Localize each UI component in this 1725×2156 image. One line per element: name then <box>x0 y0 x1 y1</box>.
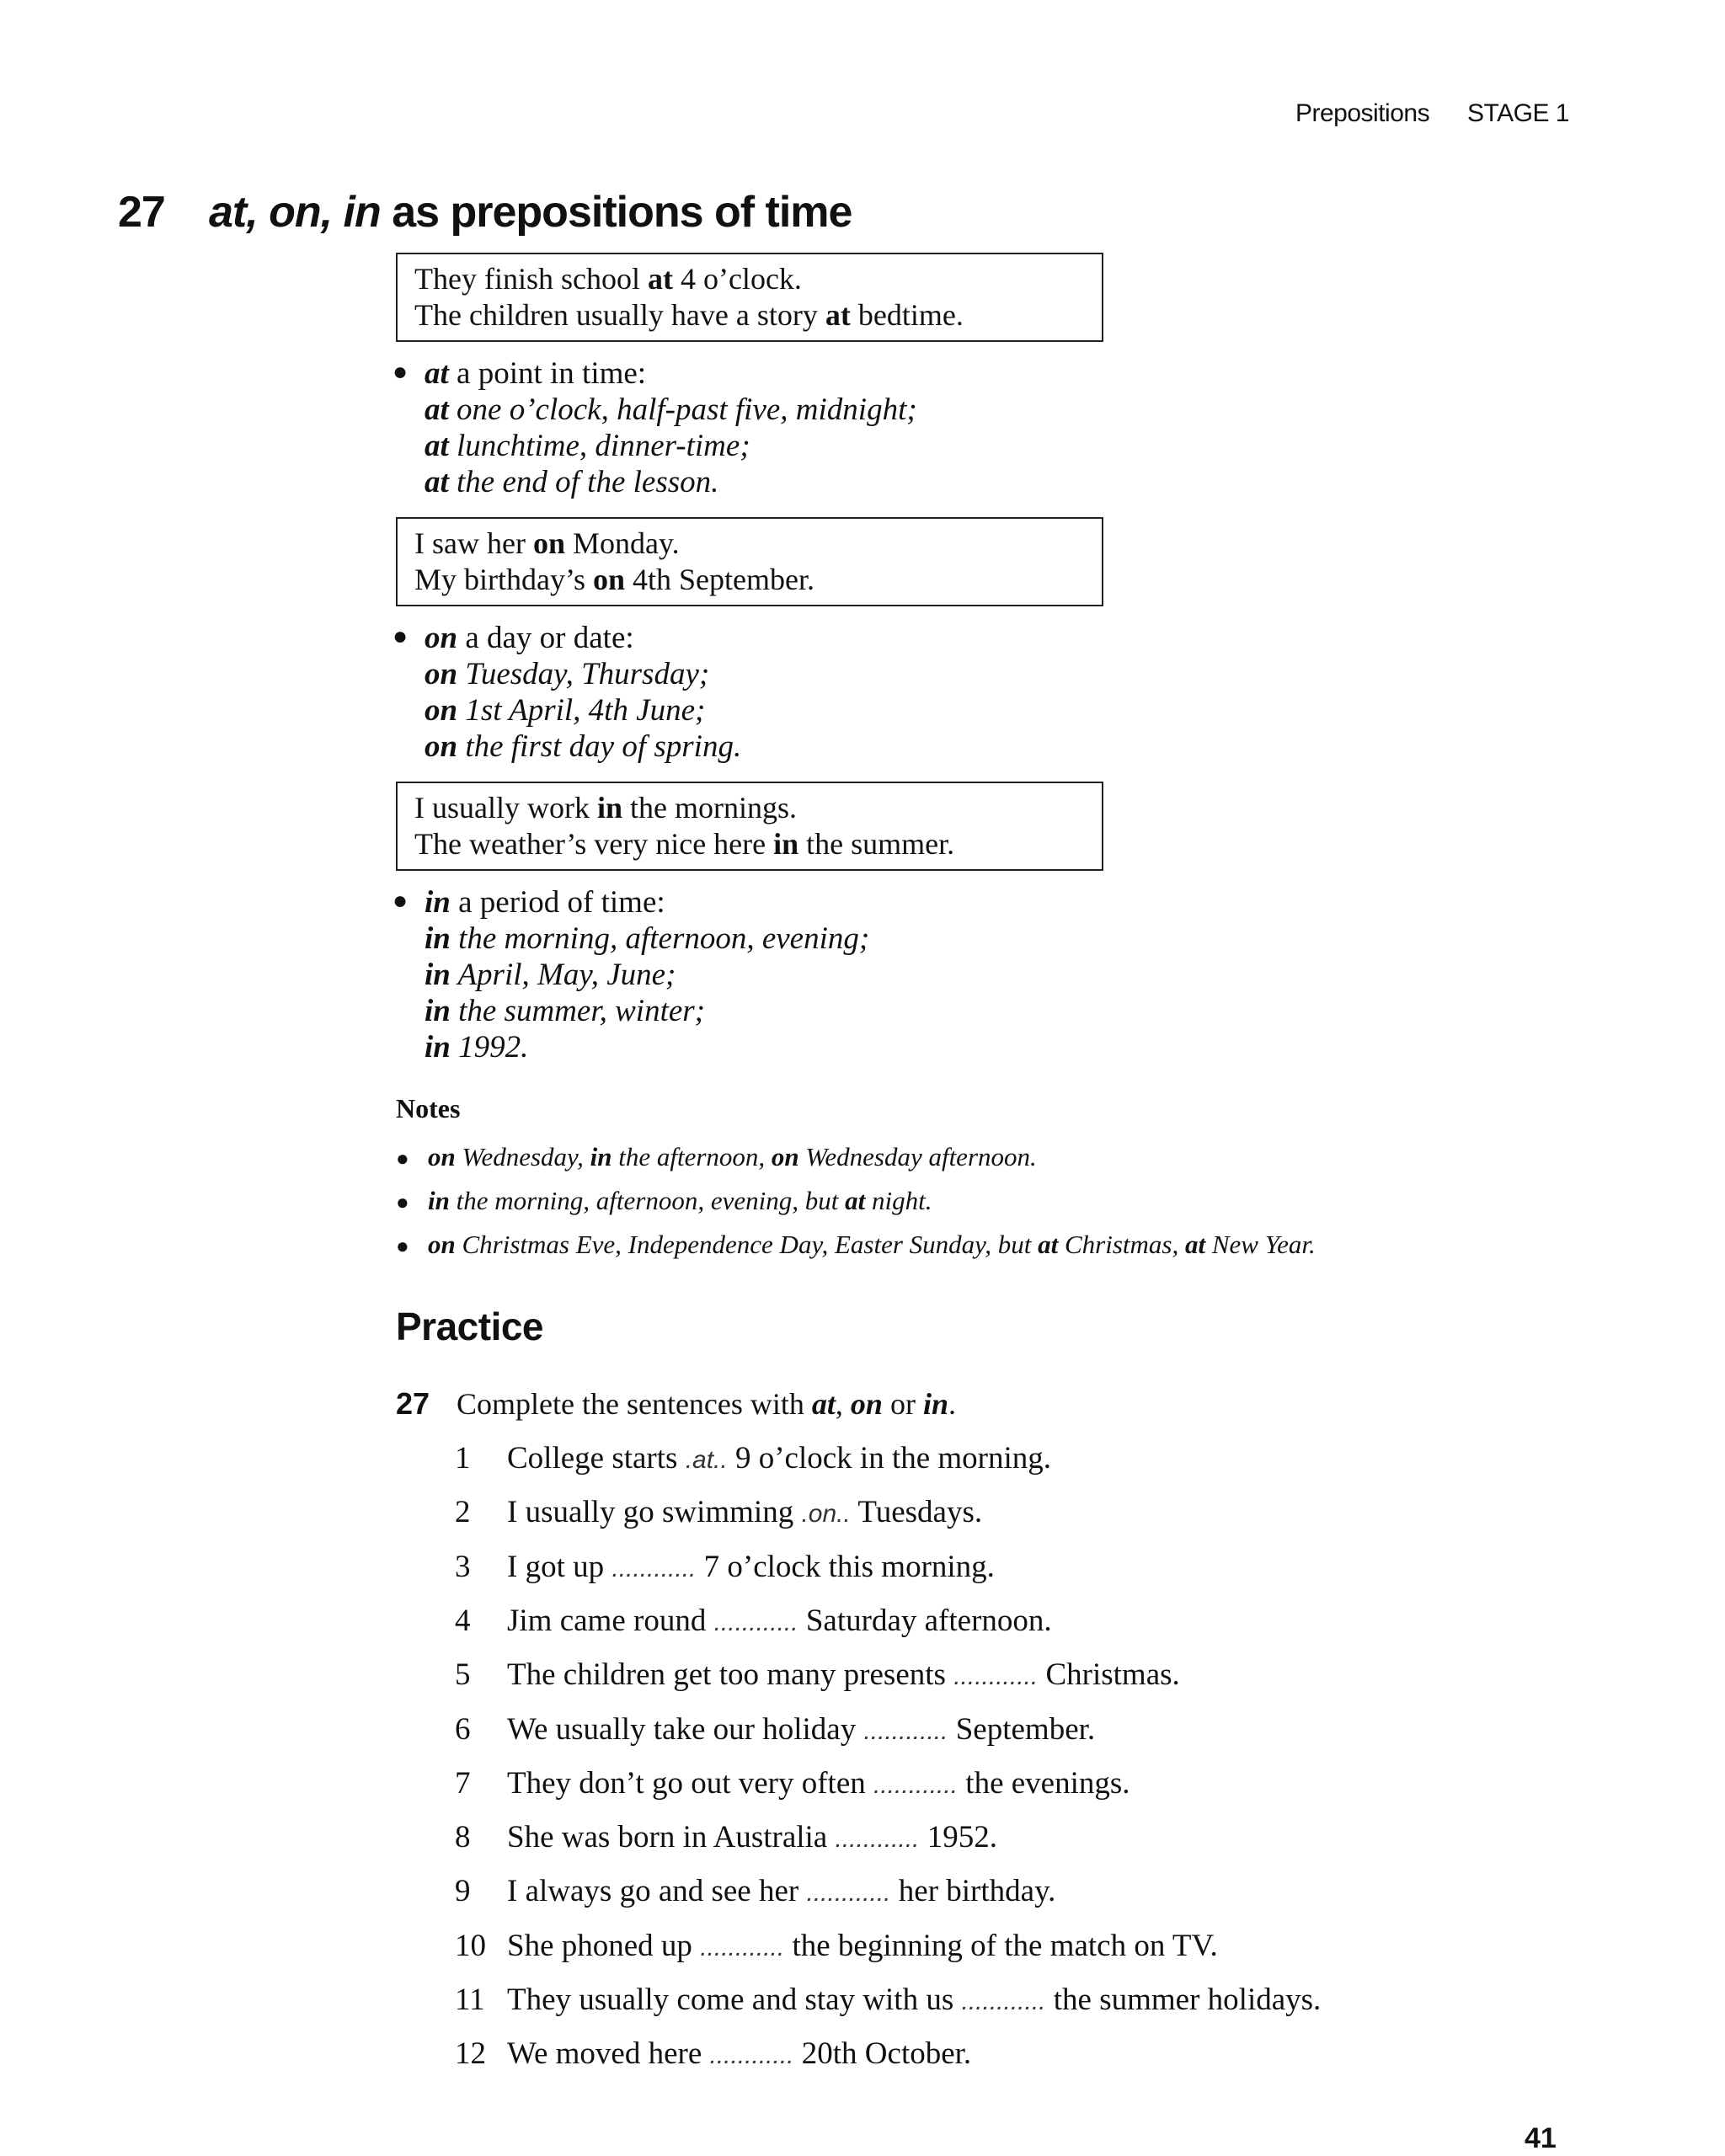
item-number: 9 <box>455 1874 471 1908</box>
bullet-icon: ● <box>396 1190 409 1214</box>
page-number: 41 <box>1525 2122 1557 2154</box>
exercise-number: 27 <box>396 1386 430 1421</box>
answer-blank[interactable]: .on.. <box>801 1500 851 1528</box>
note-item-2: ● in the morning, afternoon, evening, but at night. <box>396 1186 932 1215</box>
example-line: They finish school at 4 o’clock. <box>414 262 802 296</box>
bullet-icon: ● <box>393 622 409 650</box>
exercise-item: 10 She phoned up ............ the beginning of the match on TV. <box>455 1929 1218 1963</box>
exercise-item: 9 I always go and see her ............ her birthday. <box>455 1874 1056 1908</box>
exercise-item: 12 We moved here ............ 20th October. <box>455 2036 972 2071</box>
example-line: My birthday’s on 4th September. <box>414 563 814 596</box>
example-box-at <box>396 253 1103 342</box>
answer-blank[interactable]: ............ <box>806 1879 891 1907</box>
exercise-item: 4 Jim came round ............ Saturday afternoon. <box>455 1604 1052 1638</box>
item-number: 7 <box>455 1766 471 1801</box>
section-title <box>118 187 852 237</box>
example-line: I saw her on Monday. <box>414 526 680 560</box>
bullet-icon: ● <box>393 358 409 386</box>
running-header-stage: STAGE 1 <box>1467 99 1569 127</box>
section-number: 27 <box>118 188 165 237</box>
answer-blank[interactable]: ............ <box>835 1825 920 1853</box>
section-title-prepositions: at, on, in <box>209 188 381 237</box>
item-number: 8 <box>455 1820 471 1854</box>
note-item-3: ● on Christmas Eve, Independence Day, Easter Sunday, but at Christmas, at New Year. <box>396 1230 1316 1259</box>
notes-heading: Notes <box>396 1093 461 1123</box>
bullet-icon: ● <box>393 887 409 915</box>
rule-in: ● in a period of time: in the morning, afternoon, evening; in April, May, June; in the summer, winter; in 1992. <box>393 884 869 1065</box>
example-line: The weather’s very nice here in the summer. <box>414 827 955 861</box>
answer-blank[interactable]: ............ <box>611 1555 697 1582</box>
bullet-icon: ● <box>396 1146 409 1171</box>
note-item-1: ● on Wednesday, in the afternoon, on Wednesday afternoon. <box>396 1142 1037 1171</box>
bullet-icon: ● <box>396 1234 409 1258</box>
rule-at: ● at a point in time: at one o’clock, half-past five, midnight; at lunchtime, dinner-time; at the end of the lesson. <box>393 355 917 500</box>
item-number: 12 <box>455 2036 486 2071</box>
exercise-item: 3 I got up ............ 7 o’clock this morning. <box>455 1550 995 1584</box>
item-number: 4 <box>455 1604 471 1638</box>
answer-blank[interactable]: ............ <box>713 1609 798 1636</box>
example-box-on <box>396 517 1103 606</box>
example-box-in <box>396 782 1103 871</box>
exercise-item: 6 We usually take our holiday ............ September. <box>455 1712 1096 1747</box>
exercise-item: 11 They usually come and stay with us ............ the summer holidays. <box>455 1983 1322 2017</box>
answer-blank[interactable]: .at.. <box>685 1446 728 1474</box>
section-title-rest: as prepositions of time <box>380 188 852 237</box>
running-header-topic: Prepositions <box>1295 99 1430 127</box>
practice-heading: Practice <box>396 1305 544 1348</box>
answer-blank[interactable]: ............ <box>863 1717 948 1745</box>
exercise-item: 1 College starts .at.. 9 o’clock in the morning. <box>455 1441 1052 1476</box>
rule-on: ● on a day or date: on Tuesday, Thursday; on 1st April, 4th June; on the first day of spring. <box>393 620 741 765</box>
answer-blank[interactable]: ............ <box>961 1988 1046 2015</box>
item-number: 5 <box>455 1657 471 1692</box>
answer-blank[interactable]: ............ <box>873 1771 959 1799</box>
exercise-instruction: 27 Complete the sentences with at, on or in. <box>396 1386 956 1421</box>
item-number: 2 <box>455 1495 471 1529</box>
item-number: 1 <box>455 1441 471 1476</box>
example-line: The children usually have a story at bedtime. <box>414 298 964 332</box>
answer-blank[interactable]: ............ <box>700 1934 785 1961</box>
example-line: I usually work in the mornings. <box>414 791 797 825</box>
item-number: 11 <box>455 1983 485 2017</box>
item-number: 3 <box>455 1550 471 1584</box>
exercise-item: 5 The children get too many presents ............ Christmas. <box>455 1657 1180 1692</box>
item-number: 6 <box>455 1712 471 1747</box>
answer-blank[interactable]: ............ <box>953 1662 1039 1690</box>
exercise-item: 7 They don’t go out very often ............ the evenings. <box>455 1766 1130 1801</box>
exercise-item: 8 She was born in Australia ............ 1952. <box>455 1820 998 1854</box>
exercise-item: 2 I usually go swimming .on.. Tuesdays. <box>455 1495 983 1529</box>
answer-blank[interactable]: ............ <box>709 2041 794 2069</box>
item-number: 10 <box>455 1929 486 1963</box>
